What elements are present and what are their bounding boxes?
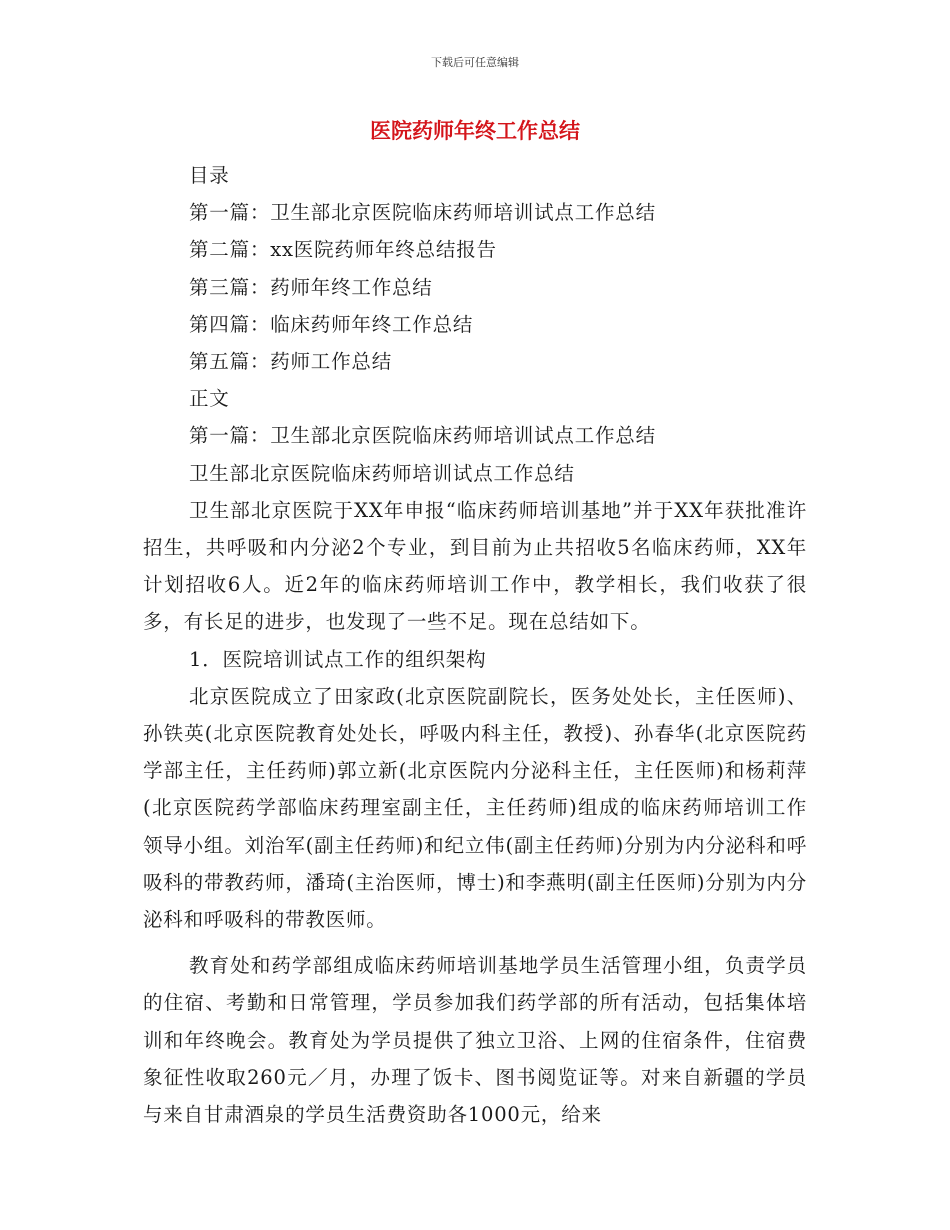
header-note: 下载后可任意编辑 [431, 56, 519, 69]
part-heading: 第一篇：卫生部北京医院临床药师培训试点工作总结 [189, 424, 656, 448]
paragraph-organization: 北京医院成立了田家政(北京医院副院长，医务处处长，主任医师)、孙铁英(北京医院教育处处长，呼吸内科主任，教授)、孙春华(北京医院药学部主任，主任药师)郭立新(北京医院内分泌科主任，主任医师)和杨莉萍(北京医院药学部临床药理室副主任，主任药师)组成的临床药师培训工作领导小组。刘治军(副主任药师)和纪立伟(副主任药师)分别为内分泌科和呼吸科的带教药师，潘琦(主治医师，博士)和李燕明(副主任医师)分别为内分泌科和呼吸科的带教医师。 [143, 684, 807, 932]
toc-item: 第三篇：药师年终工作总结 [189, 275, 433, 299]
document-title: 医院药师年终工作总结 [370, 119, 580, 143]
paragraph-intro: 卫生部北京医院于XX年申报“临床药师培训基地”并于XX年获批准许招生，共呼吸和内分泌2个专业，到目前为止共招收5名临床药师，XX年计划招收6人。近2年的临床药师培训工作中，教学相长，我们收获了很多，有长足的进步，也发现了一些不足。现在总结如下。 [143, 498, 807, 634]
paragraph-management: 教育处和药学部组成临床药师培训基地学员生活管理小组，负责学员的住宿、考勤和日常管理，学员参加我们药学部的所有活动，包括集体培训和年终晚会。教育处为学员提供了独立卫浴、上网的住宿条件，住宿费象征性收取260元／月，办理了饭卡、图书阅览证等。对来自新疆的学员与来自甘肃酒泉的学员生活费资助各1000元，给来 [143, 954, 807, 1127]
article-title: 卫生部北京医院临床药师培训试点工作总结 [189, 461, 575, 485]
toc-item: 第二篇：xx医院药师年终总结报告 [189, 238, 497, 262]
section-heading: 1．医院培训试点工作的组织架构 [189, 647, 487, 671]
toc-item: 第四篇：临床药师年终工作总结 [189, 312, 474, 336]
toc-heading: 目录 [189, 164, 230, 187]
body-heading: 正文 [189, 387, 230, 411]
document-body [143, 157, 807, 1133]
toc-item: 第五篇：药师工作总结 [189, 350, 393, 374]
toc-item: 第一篇：卫生部北京医院临床药师培训试点工作总结 [189, 201, 656, 225]
